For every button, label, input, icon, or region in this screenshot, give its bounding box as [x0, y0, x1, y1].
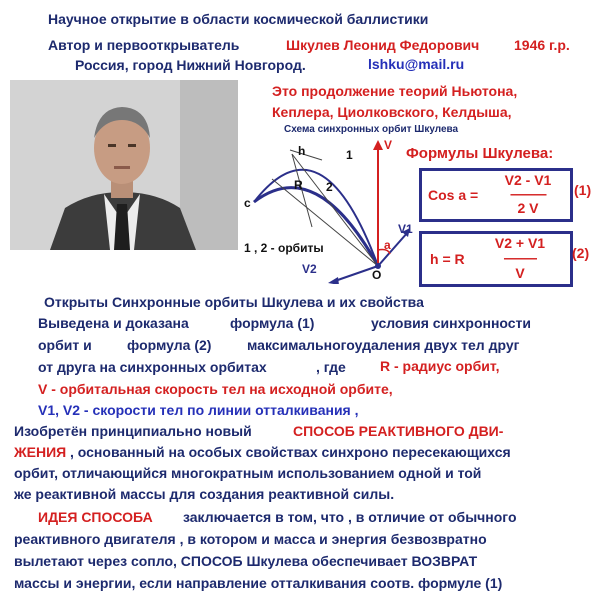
label-v: V: [384, 138, 393, 152]
label-o: O: [372, 268, 382, 282]
formula-2-box: [419, 231, 573, 287]
orbit-drawing: [242, 124, 427, 284]
formula-2-numerator: V2 + V1: [494, 235, 546, 251]
formula-1-lhs: Cos a =: [428, 187, 479, 203]
author-email[interactable]: lshku@mail.ru: [368, 56, 465, 72]
v-arrow-head: [373, 140, 383, 150]
body-line-12: реактивного двигателя , в котором и масса и энергия безвозвратно: [14, 531, 487, 547]
formula-1-denominator: 2 V: [517, 200, 539, 216]
body-line-3a: орбит и: [38, 337, 92, 353]
formula-2-lhs: h = R: [430, 251, 465, 267]
formula-2-bar: -----------: [503, 251, 537, 265]
body-line-3c: максимальногоудаления двух тел друг: [247, 337, 520, 353]
radius-definition: R - радиус орбит,: [380, 358, 500, 374]
birth-year: 1946 г.р.: [514, 37, 570, 53]
body-line-2a: Выведена и доказана: [38, 315, 189, 331]
body-line-8b: , основанный на особых свойствах синхроно пересекающихся: [70, 444, 511, 460]
h-mark: [290, 150, 322, 160]
body-line-7b: СПОСОБ РЕАКТИВНОГО ДВИ-: [293, 423, 504, 439]
body-line-1: Открыты Синхронные орбиты Шкулева и их свойства: [44, 294, 424, 310]
formula-2-denominator: V: [515, 265, 525, 281]
formulas-heading: Формулы Шкулева:: [406, 145, 554, 162]
body-line-13: вылетают через сопло, СПОСОБ Шкулева обеспечивает ВОЗВРАТ: [14, 553, 478, 569]
portrait-illustration: [10, 80, 238, 250]
formula-1-box: [419, 168, 573, 222]
label-v2: V2: [302, 262, 317, 276]
formula-1-bar: ------------: [510, 187, 546, 201]
label-c: с: [244, 196, 251, 210]
body-line-2b: формула (1): [230, 315, 315, 331]
body-line-5: V - орбитальная скорость тел на исходной орбите,: [38, 381, 393, 397]
v2-arrow-head: [328, 277, 339, 284]
header-line-1: Научное открытие в области космической баллистики: [48, 11, 429, 27]
author-photo: [10, 80, 238, 250]
body-line-7a: Изобретён принципиально новый: [14, 423, 252, 439]
label-r: R: [294, 178, 303, 192]
formula-1-numerator: V2 - V1: [504, 172, 552, 188]
continuation-line-2: Кеплера, Циолковского, Келдыша,: [272, 104, 512, 120]
body-line-4: от друга на синхронных орбитах: [38, 359, 267, 375]
formula-2-tag: (2): [572, 245, 590, 261]
header-location: Россия, город Нижний Новгород.: [75, 57, 306, 73]
label-h: h: [298, 144, 306, 158]
body-line-10: же реактивной массы для создания реактивной силы.: [14, 486, 395, 502]
body-line-8a: ЖЕНИЯ: [14, 444, 67, 460]
author-name: Шкулев Леонид Федорович: [286, 37, 480, 53]
label-angle-a: a: [384, 238, 391, 252]
body-line-14: массы и энергии, если направление отталкивания соотв. формуле (1): [14, 575, 503, 591]
formula-1-tag: (1): [574, 182, 592, 198]
body-line-11a: ИДЕЯ СПОСОБА: [38, 509, 153, 525]
label-orbit-2: 2: [326, 180, 333, 194]
body-line-2c: условия синхронности: [371, 315, 532, 331]
orbits-legend: 1 , 2 - орбиты: [244, 241, 324, 255]
body-line-11b: заключается в том, что , в отличие от обычного: [183, 509, 517, 525]
body-line-6: V1, V2 - скорости тел по линии отталкивания ,: [38, 402, 359, 418]
diagram-title: Схема синхронных орбит Шкулева: [284, 124, 459, 135]
body-line-9: орбит, отличающийся многократным использованием одной и той: [14, 465, 482, 481]
body-line-3b: формула (2): [127, 337, 212, 353]
continuation-line-1: Это продолжение теорий Ньютона,: [272, 83, 518, 99]
body-line-4b: , где: [316, 359, 346, 375]
label-v1: V1: [398, 222, 413, 236]
label-orbit-1: 1: [346, 148, 353, 162]
header-author-label: Автор и первооткрыватель: [48, 37, 240, 53]
